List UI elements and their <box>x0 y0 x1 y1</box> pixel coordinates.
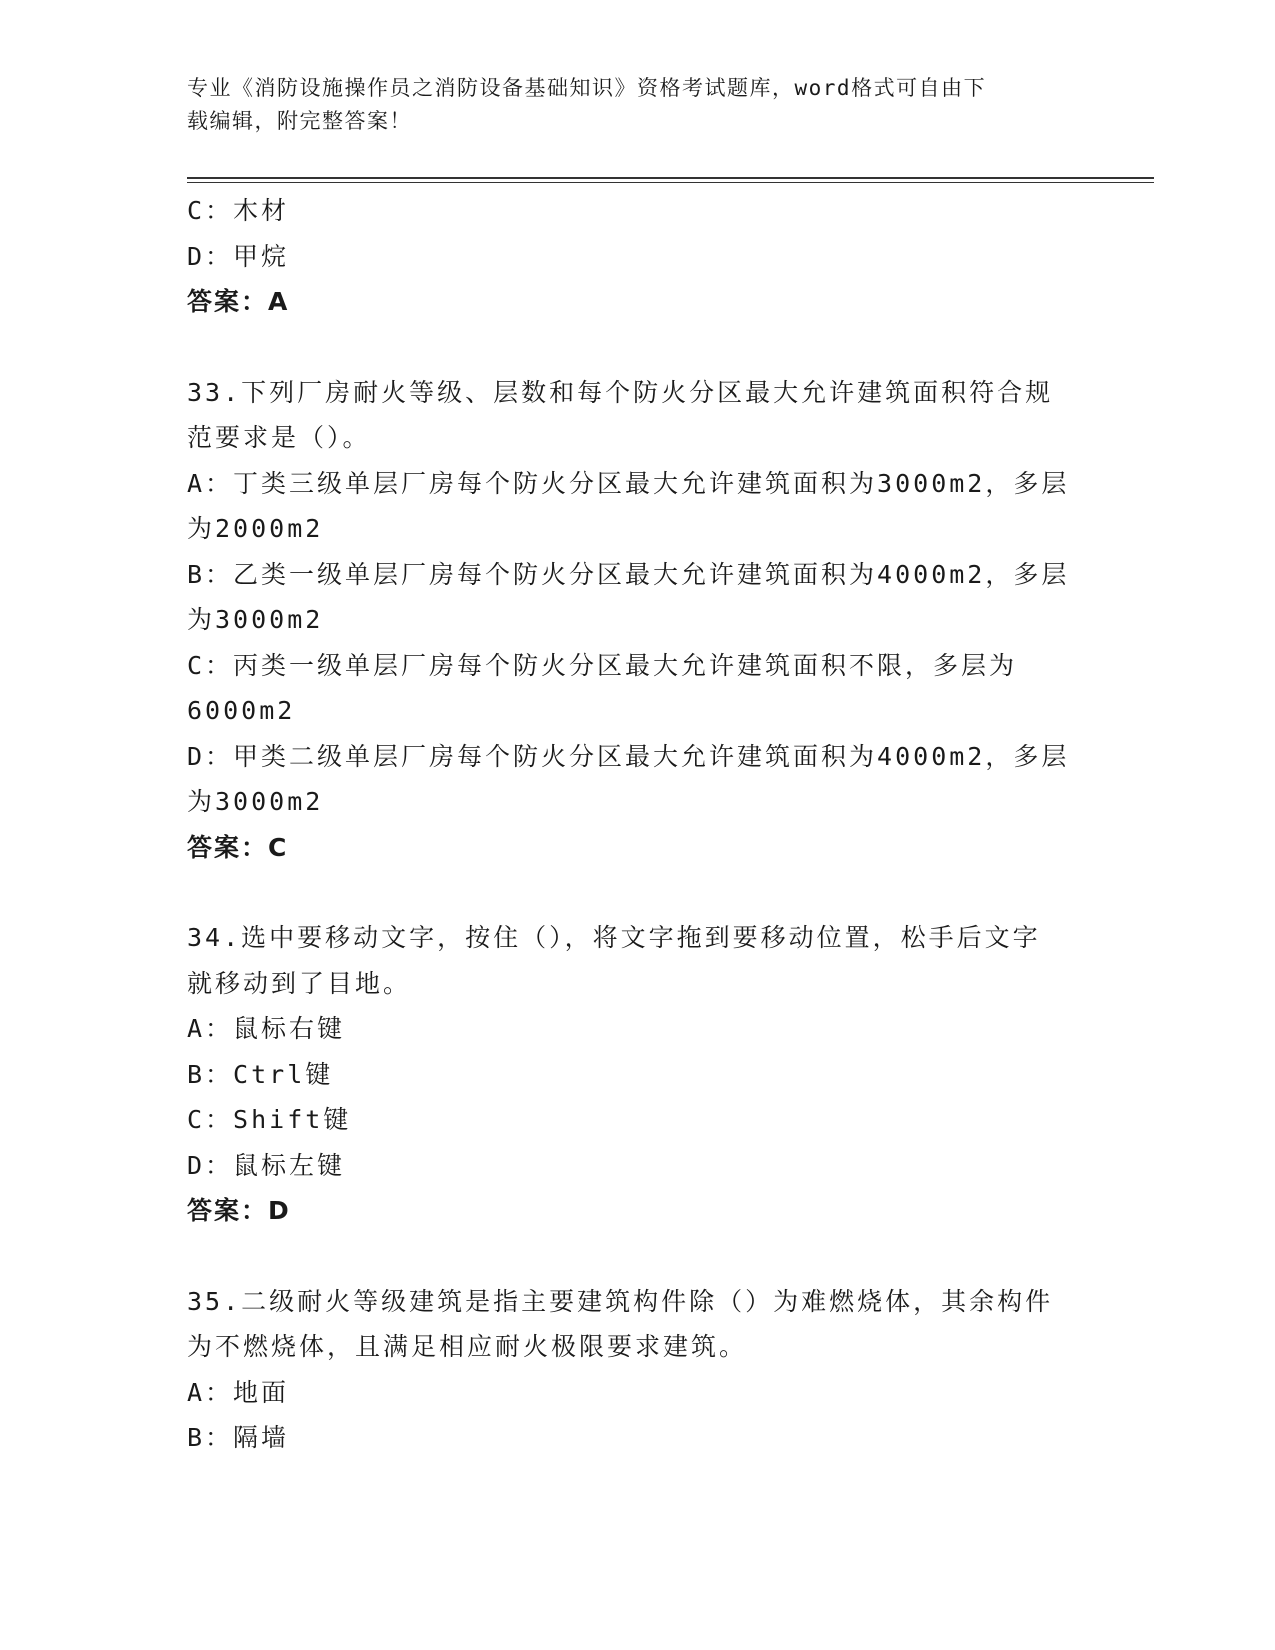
option-line: C：Shift键 <box>187 1105 352 1134</box>
option-line: 6000m2 <box>187 696 296 725</box>
question-33 <box>187 370 1087 871</box>
option-line: D：甲类二级单层厂房每个防火分区最大允许建筑面积为4000m2，多层 <box>187 741 1070 771</box>
question-stem-line: 35.二级耐火等级建筑是指主要建筑构件除（）为难燃烧体，其余构件 <box>187 1286 1054 1316</box>
header-divider-thin <box>187 182 1154 183</box>
header-divider-thick <box>187 177 1154 179</box>
answer-line: 答案：C <box>187 832 289 862</box>
question-stem-line: 范要求是（）。 <box>187 423 371 452</box>
option-line: A：地面 <box>187 1377 290 1407</box>
option-line: 为2000m2 <box>187 514 324 543</box>
question-35 <box>187 1279 1087 1461</box>
option-line: 为3000m2 <box>187 787 324 816</box>
document-header <box>187 72 1067 138</box>
option-line: D：甲烷 <box>187 241 290 271</box>
option-line: 为3000m2 <box>187 605 324 634</box>
question-34 <box>187 915 1087 1234</box>
question-stem-line: 就移动到了目地。 <box>187 968 412 998</box>
answer-line: 答案：A <box>187 287 290 316</box>
document-body <box>187 188 1087 1461</box>
question-stem-line: 33.下列厂房耐火等级、层数和每个防火分区最大允许建筑面积符合规 <box>187 377 1054 407</box>
question-32-tail <box>187 188 1087 325</box>
question-stem-line: 34.选中要移动文字，按住（），将文字拖到要移动位置，松手后文字 <box>187 923 1041 952</box>
option-line: A：丁类三级单层厂房每个防火分区最大允许建筑面积为3000m2，多层 <box>187 468 1070 498</box>
header-line-1: 专业《消防设施操作员之消防设备基础知识》资格考试题库，word格式可自由下 <box>187 76 987 100</box>
answer-line: 答案：D <box>187 1196 291 1225</box>
option-line: A：鼠标右键 <box>187 1014 346 1043</box>
option-line: D：鼠标左键 <box>187 1150 346 1180</box>
option-line: B：乙类一级单层厂房每个防火分区最大允许建筑面积为4000m2，多层 <box>187 559 1070 589</box>
option-line: B：隔墙 <box>187 1423 290 1452</box>
option-line: C：木材 <box>187 196 290 225</box>
option-line: C：丙类一级单层厂房每个防火分区最大允许建筑面积不限，多层为 <box>187 650 1018 680</box>
header-line-2: 载编辑，附完整答案！ <box>187 109 412 133</box>
option-line: B：Ctrl键 <box>187 1059 334 1089</box>
question-stem-line: 为不燃烧体，且满足相应耐火极限要求建筑。 <box>187 1332 748 1361</box>
